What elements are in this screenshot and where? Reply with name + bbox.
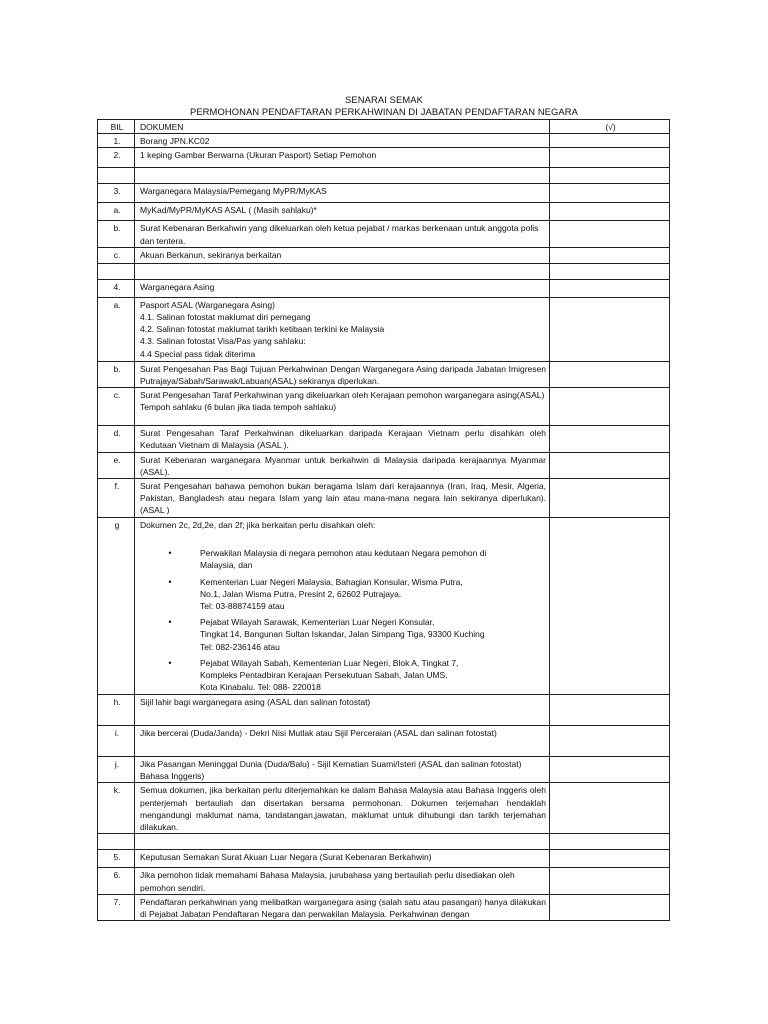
table-row	[98, 868, 670, 894]
row-document: Warganegara Malaysia/Pemegang MyPR/MyKAS	[135, 184, 550, 203]
table-row	[98, 388, 670, 426]
row-document: Jika bercerai (Duda/Janda) - Dekri Nisi Mutlak atau Sijil Perceraian (ASAL dan salinan fotostat)	[135, 726, 550, 757]
check-cell[interactable]	[550, 221, 670, 247]
row-document: Semua dokumen, jika berkaitan perlu diterjemahkan ke dalam Bahasa Malaysia atau Bahasa Inggeris oleh penterjemah bertauliah dan disertakan bersama permohonan. Dokumen terjemahan hendaklah mengandungi maklumat nama, tandatangan,jawatan, maklumat untuk dihubungi dan tarikh terjemahan dilakukan.	[135, 783, 550, 834]
row-document: Pendaftaran perkahwinan yang melibatkan warganegara asing (salah satu atau pasangan) hanya dilakukan di Pejabat Jabatan Pendaftaran Negara dan perwakilan Malaysia. Perkahwinan dengan	[135, 894, 550, 920]
check-cell[interactable]	[550, 263, 670, 279]
row-document: Keputusan Semakan Surat Akuan Luar Negara (Surat Kebenaran Berkahwin)	[135, 850, 550, 868]
bullet-icon: •	[168, 576, 172, 587]
check-cell[interactable]	[550, 203, 670, 221]
row-document	[135, 388, 550, 426]
bullet-item: • Perwakilan Malaysia di negara pemohon atau kedutaan Negara pemohon di Malaysia, dan	[140, 547, 546, 571]
row-number: 6.	[98, 868, 135, 894]
table-row	[98, 894, 670, 920]
check-cell[interactable]	[550, 184, 670, 203]
check-cell[interactable]	[550, 361, 670, 387]
row-number: a.	[98, 297, 135, 361]
row-document: Sijil lahir bagi warganegara asing (ASAL dan salinan fotostat)	[135, 695, 550, 726]
table-row	[98, 426, 670, 452]
bullet-item: • Pejabat Wilayah Sarawak, Kementerian Luar Negeri Konsular, Tingkat 14, Bangunan Sultan Iskandar, Jalan Simpang Tiga, 93300 Kuching Tel: 082-236146 atau	[140, 616, 546, 653]
table-row	[98, 279, 670, 297]
table-row	[98, 726, 670, 757]
check-cell[interactable]	[550, 726, 670, 757]
header-check: (√)	[550, 120, 670, 134]
row-document: Borang JPN.KC02	[135, 134, 550, 148]
table-row	[98, 518, 670, 695]
check-cell[interactable]	[550, 148, 670, 168]
row-document: Surat Kebenaran warganegara Myanmar untuk berkahwin di Malaysia daripada kerajaannya Myanmar (ASAL).	[135, 452, 550, 478]
table-row	[98, 361, 670, 387]
table-row-empty	[98, 263, 670, 279]
row-document	[135, 518, 550, 695]
bullet-icon: •	[168, 657, 172, 668]
row-document: Surat Pengesahan bahawa pemohon bukan beragama Islam dari kerajaannya (Iran, Iraq, Mesir, Algeria, Pakistan, Bangladesh atau negara Islam yang lain atau mana-mana negara lain sekiranya diperlukan). (ASAL )	[135, 479, 550, 518]
row-number: 5.	[98, 850, 135, 868]
table-row-empty	[98, 168, 670, 184]
check-cell[interactable]	[550, 695, 670, 726]
table-row	[98, 221, 670, 247]
passport-line: Pasport ASAL (Warganegara Asing)	[140, 299, 275, 310]
header-bil: BIL	[98, 120, 135, 134]
row-document: Jika Pasangan Meninggal Dunia (Duda/Balu) - Sijil Kematian Suami/Isteri (ASAL dan salinan fotostat) Bahasa Inggeris)	[135, 757, 550, 783]
header-row	[98, 120, 670, 134]
bullet-item: • Pejabat Wilayah Sabah, Kementerian Luar Negeri, Blok A, Tingkat 7, Kompleks Pentadbiran Kerajaan Persekutuan Sabah, Jalan UMS, Kota Kinabalu. Tel: 088- 220018	[140, 657, 546, 694]
row-number: e.	[98, 452, 135, 478]
row-number: f.	[98, 479, 135, 518]
document-title: SENARAI SEMAK	[345, 94, 423, 105]
table-row-empty	[98, 834, 670, 850]
row-number: g	[98, 518, 135, 695]
table-row	[98, 757, 670, 783]
endorsement-intro: Dokumen 2c, 2d,2e, dan 2f; jika berkaitan perlu disahkan oleh:	[140, 520, 376, 531]
row-document	[135, 297, 550, 361]
check-cell[interactable]	[550, 388, 670, 426]
check-cell[interactable]	[550, 834, 670, 850]
passport-subitem: 4.4 Special pass tidak diterima	[140, 348, 256, 359]
bullet-icon: •	[168, 617, 172, 628]
row-number: 3.	[98, 184, 135, 203]
passport-subitem: 4.3. Salinan fotostat Visa/Pas yang sahlaku:	[140, 336, 306, 347]
checklist-table	[97, 119, 670, 921]
validity-note: Tempoh sahlaku (6 bulan jika tiada tempoh sahlaku)	[140, 402, 337, 413]
row-number: b.	[98, 221, 135, 247]
check-cell[interactable]	[550, 868, 670, 894]
row-number: c.	[98, 388, 135, 426]
row-document: 1 keping Gambar Berwarna (Ukuran Pasport) Setiap Pemohon	[135, 148, 550, 168]
header-dokumen: DOKUMEN	[135, 120, 550, 134]
check-cell[interactable]	[550, 247, 670, 263]
table-row	[98, 850, 670, 868]
row-number: 4.	[98, 279, 135, 297]
row-document: Surat Pengesahan Pas Bagi Tujuan Perkahwinan Dengan Warganegara Asing daripada Jabatan Imigresen Putrajaya/Sabah/Sarawak/Labuan(ASAL) sekiranya diperlukan.	[135, 361, 550, 387]
row-number: i.	[98, 726, 135, 757]
bullet-icon: •	[168, 548, 172, 559]
row-document: Surat Kebenaran Berkahwin yang dikeluarkan oleh ketua pejabat / markas berkenaan untuk anggota polis dan tentera.	[135, 221, 550, 247]
table-row	[98, 452, 670, 478]
passport-subitem: 4.1. Salinan fotostat maklumat diri pemegang	[140, 312, 311, 323]
table-row	[98, 148, 670, 168]
row-document: Jika pemohon tidak memahami Bahasa Malaysia, jurubahasa yang bertauliah perlu disediakan oleh pemohon sendiri.	[135, 868, 550, 894]
row-number: c.	[98, 247, 135, 263]
table-row	[98, 134, 670, 148]
table-row	[98, 479, 670, 518]
table-row	[98, 297, 670, 361]
check-cell[interactable]	[550, 452, 670, 478]
row-document: Akuan Berkanun, sekiranya berkaitan	[135, 247, 550, 263]
check-cell[interactable]	[550, 757, 670, 783]
table-row	[98, 783, 670, 834]
row-number: 1.	[98, 134, 135, 148]
row-number: b.	[98, 361, 135, 387]
table-row	[98, 695, 670, 726]
row-number: j.	[98, 757, 135, 783]
row-document: Warganegara Asing	[135, 279, 550, 297]
check-cell[interactable]	[550, 783, 670, 834]
check-cell[interactable]	[550, 518, 670, 695]
check-cell[interactable]	[550, 850, 670, 868]
check-cell[interactable]	[550, 479, 670, 518]
check-cell[interactable]	[550, 134, 670, 148]
table-row	[98, 247, 670, 263]
row-number: h.	[98, 695, 135, 726]
row-number: 2.	[98, 148, 135, 168]
row-number: 7.	[98, 894, 135, 920]
passport-subitem: 4.2. Salinan fotostat maklumat tarikh ketibaan terkini ke Malaysia	[140, 324, 385, 335]
row-number: a.	[98, 203, 135, 221]
bullet-item: • Kementerian Luar Negeri Malaysia, Bahagian Konsular, Wisma Putra, No.1, Jalan Wisma Putra, Presint 2, 62602 Putrajaya. Tel: 03-88874159 atau	[140, 576, 546, 613]
table-row	[98, 203, 670, 221]
row-document: Surat Pengesahan Taraf Perkahwinan dikeluarkan daripada Kerajaan Vietnam perlu disahkan oleh Kedutaan Vietnam di Malaysia (ASAL ).	[135, 426, 550, 452]
table-row	[98, 184, 670, 203]
row-document: MyKad/MyPR/MyKAS ASAL ( (Masih sahlaku)*	[135, 203, 550, 221]
check-cell[interactable]	[550, 426, 670, 452]
row-document-text: Surat Pengesahan Taraf Perkahwinan yang dikeluarkan oleh Kerajaan pemohon warganegara asing(ASAL)	[140, 390, 545, 401]
document-subtitle: PERMOHONAN PENDAFTARAN PERKAHWINAN DI JABATAN PENDAFTARAN NEGARA	[189, 106, 579, 117]
check-cell[interactable]	[550, 168, 670, 184]
row-number: d.	[98, 426, 135, 452]
row-number: k.	[98, 783, 135, 834]
check-cell[interactable]	[550, 279, 670, 297]
check-cell[interactable]	[550, 894, 670, 920]
check-cell[interactable]	[550, 297, 670, 361]
